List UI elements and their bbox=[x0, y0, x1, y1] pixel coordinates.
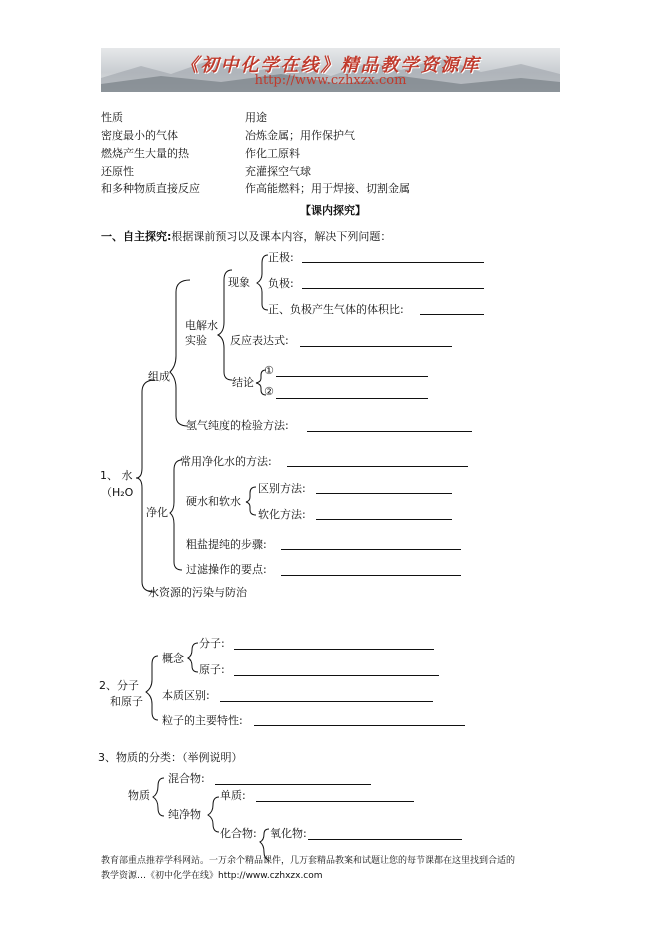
volume-ratio-blank[interactable] bbox=[420, 314, 484, 315]
positive-electrode-blank[interactable] bbox=[302, 262, 484, 263]
part1-instruction: 根据课前预习以及课本内容，解决下列问题： bbox=[171, 230, 392, 243]
volume-ratio-label: 正、负极产生气体的体积比: bbox=[268, 303, 404, 316]
conclusion-marker-1: ① bbox=[264, 364, 274, 377]
characteristics-blank[interactable] bbox=[254, 725, 465, 726]
water-formula: （H₂O bbox=[101, 486, 134, 499]
soften-method-label: 软化方法: bbox=[258, 508, 306, 521]
compound-label: 化合物: bbox=[220, 827, 257, 840]
filter-points-label: 过滤操作的要点: bbox=[186, 563, 267, 576]
purification-label: 净化 bbox=[146, 506, 168, 519]
difference-blank[interactable] bbox=[220, 701, 433, 702]
reaction-expression-label: 反应表达式: bbox=[230, 334, 289, 347]
hard-soft-water-label: 硬水和软水 bbox=[186, 495, 241, 508]
positive-electrode-label: 正极: bbox=[268, 251, 294, 264]
water-root: 1、 水 bbox=[100, 469, 133, 482]
use-item: 冶炼金属；用作保护气 bbox=[245, 129, 355, 142]
property-item: 密度最小的气体 bbox=[101, 129, 178, 142]
section-title: 【课内探究】 bbox=[300, 204, 366, 217]
element-blank[interactable] bbox=[256, 801, 414, 802]
molecules-root: 2、分子 bbox=[99, 679, 139, 692]
atom-label: 原子: bbox=[199, 663, 225, 676]
mixture-blank[interactable] bbox=[215, 784, 371, 785]
use-header: 用途 bbox=[245, 111, 267, 124]
conclusion-marker-2: ② bbox=[264, 385, 274, 398]
use-item: 充灌探空气球 bbox=[245, 165, 311, 178]
property-item: 燃烧产生大量的热 bbox=[101, 147, 189, 160]
mixture-label: 混合物: bbox=[168, 772, 205, 785]
part1-number: 一、 bbox=[101, 230, 123, 243]
conclusion-2-blank[interactable] bbox=[276, 398, 428, 399]
hydrogen-test-label: 氢气纯度的检验方法: bbox=[186, 419, 289, 432]
concept-label: 概念 bbox=[162, 652, 184, 665]
molecule-blank[interactable] bbox=[234, 649, 434, 650]
hydrogen-test-blank[interactable] bbox=[307, 431, 472, 432]
banner-title: 《初中化学在线》精品教学资源库 bbox=[180, 55, 481, 76]
salt-purification-blank[interactable] bbox=[281, 549, 461, 550]
salt-purification-label: 粗盐提纯的步骤: bbox=[186, 538, 267, 551]
distinguish-method-blank[interactable] bbox=[316, 493, 452, 494]
element-label: 单质: bbox=[220, 789, 246, 802]
part1-label: 自主探究: bbox=[123, 230, 172, 243]
distinguish-method-label: 区别方法: bbox=[258, 482, 306, 495]
banner-url[interactable]: http://www.czhxzx.com bbox=[254, 73, 407, 88]
property-header: 性质 bbox=[101, 111, 123, 124]
molecule-label: 分子: bbox=[199, 637, 225, 650]
atom-blank[interactable] bbox=[234, 675, 439, 676]
oxide-label: 氧化物: bbox=[270, 827, 307, 840]
reaction-expression-blank[interactable] bbox=[300, 346, 452, 347]
negative-electrode-label: 负极: bbox=[268, 277, 294, 290]
footer-line-1: 教育部重点推荐学科网站。一万余个精品课件，几万套精品教案和试题让您的每节课都在这里找到合适的 bbox=[101, 856, 516, 866]
molecules-root-2: 和原子 bbox=[110, 695, 143, 708]
property-item: 还原性 bbox=[101, 165, 134, 178]
filter-points-blank[interactable] bbox=[281, 575, 461, 576]
common-methods-label: 常用净化水的方法: bbox=[180, 455, 272, 468]
composition-label: 组成 bbox=[148, 370, 170, 383]
pure-substance-label: 纯净物 bbox=[168, 808, 201, 821]
pollution-label: 水资源的污染与防治 bbox=[148, 586, 247, 599]
phenomenon-label: 现象 bbox=[228, 276, 250, 289]
substance-label: 物质 bbox=[128, 789, 150, 802]
common-methods-blank[interactable] bbox=[287, 466, 468, 467]
use-item: 作化工原料 bbox=[245, 147, 300, 160]
difference-label: 本质区别: bbox=[162, 689, 210, 702]
use-item: 作高能燃料；用于焊接、切割金属 bbox=[245, 182, 410, 195]
conclusion-1-blank[interactable] bbox=[276, 376, 428, 377]
classification-heading: 3、物质的分类：（举例说明） bbox=[98, 751, 243, 764]
footer-line-2: 教学资源…《初中化学在线》http://www.czhxzx.com bbox=[101, 871, 323, 881]
conclusion-label: 结论 bbox=[232, 376, 254, 389]
characteristics-label: 粒子的主要特性: bbox=[162, 714, 243, 727]
electrolysis-label: 电解水 bbox=[185, 319, 218, 332]
oxide-blank[interactable] bbox=[308, 839, 462, 840]
soften-method-blank[interactable] bbox=[316, 519, 452, 520]
electrolysis-label-2: 实验 bbox=[185, 334, 207, 347]
property-item: 和多种物质直接反应 bbox=[101, 182, 200, 195]
negative-electrode-blank[interactable] bbox=[302, 288, 484, 289]
